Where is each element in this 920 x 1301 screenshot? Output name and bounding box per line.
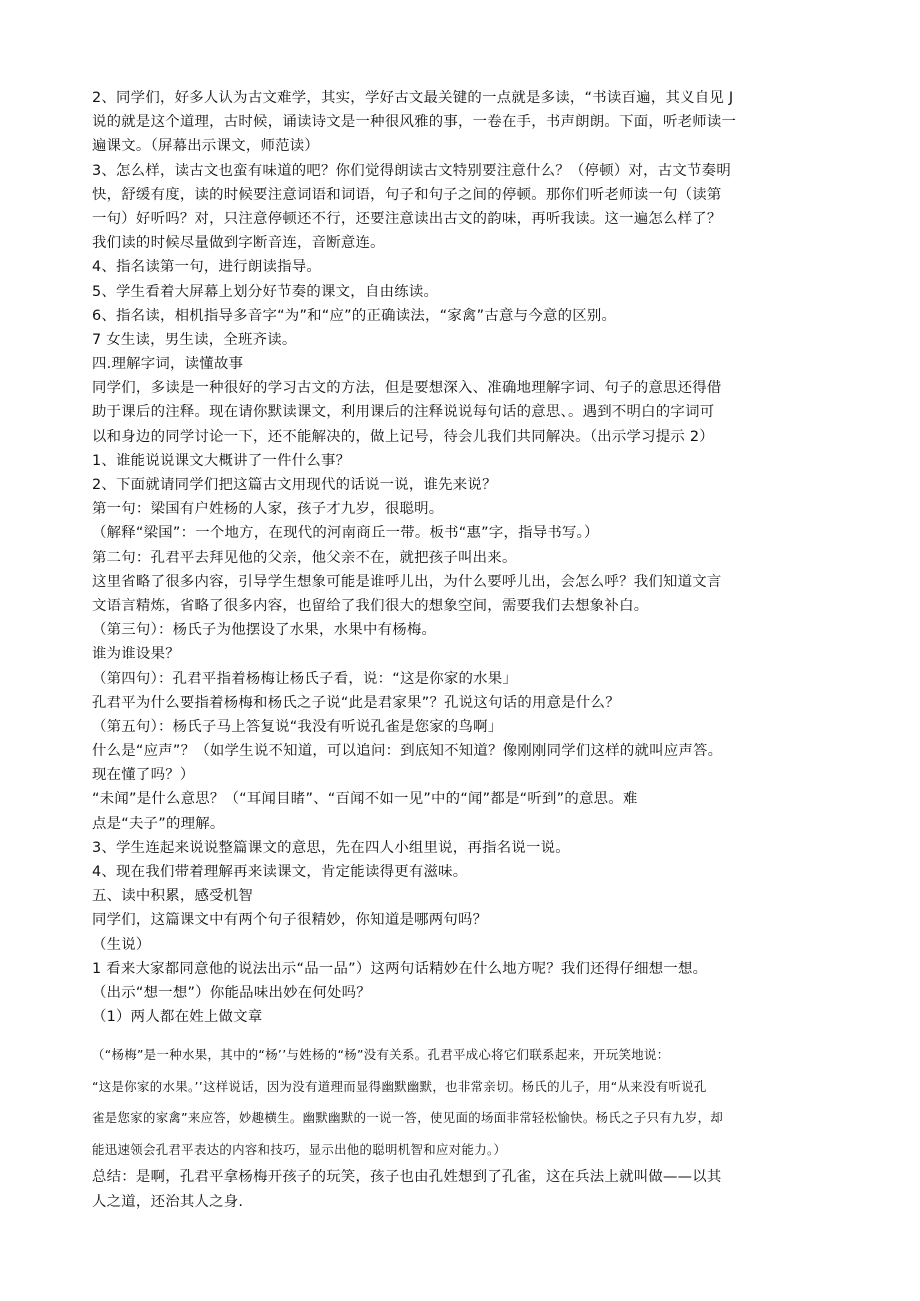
text-line: 同学们，这篇课文中有两个句子很精妙，你知道是哪两句吗？	[92, 912, 488, 929]
text-line: 同学们，多读是一种很好的学习古文的方法，但是要想深入、准确地理解字词、句子的意思还得借	[92, 380, 722, 397]
summary-paragraph	[92, 1165, 842, 1213]
text-line: 现在懂了吗？）	[92, 767, 195, 784]
explanation-note	[92, 1039, 842, 1165]
text-line: 2、下面就请同学们把这篇古文用现代的话说一说，谁先来说？	[92, 477, 497, 493]
summary-line: 总结：是啊，孔君平拿杨梅开孩子的玩笑，孩子也由孔姓想到了孔雀，这在兵法上就叫做——以其	[92, 1169, 722, 1186]
note-line: 能迅速领会孔君平表达的内容和技巧，显示出他的聪明机智和应对能力。）	[92, 1141, 507, 1157]
text-line: 第一句：梁国有户姓杨的人家，孩子才九岁，很聪明。	[92, 501, 444, 518]
text-line: （解释“梁国”：一个地方，在现代的河南商丘一带。板书“惠”字，指导书写。）	[92, 525, 599, 542]
text-line: 遍课文。（屏幕出示课文，师范读）	[92, 138, 320, 155]
text-line: （生说）	[92, 936, 151, 953]
note-line: （“杨梅”是一种水果，其中的“杨’’与姓杨的“杨”没有关系。孔君平成心将它们联系起来，开玩笑地说：	[92, 1047, 670, 1063]
text-line: 助于课后的注释。现在请你默读课文，利用课后的注释说说每句话的意思、。遇到不明白的字词可	[92, 404, 715, 421]
text-line: 1、谁能说说课文大概讲了一件什么事？	[92, 452, 351, 469]
summary-line: 人之道，还治其人之身.	[92, 1193, 244, 1210]
text-line: （第三句）：杨氏子为他摆设了水果，水果中有杨梅。	[92, 622, 437, 639]
text-line: （第五句）：杨氏子马上答复说“我没有听说孔雀是您家的鸟啊」	[92, 718, 503, 735]
spacer	[92, 1029, 842, 1039]
lesson-plan-body	[92, 86, 842, 1029]
text-line: 3、怎么样，读古文也蛮有味道的吧？你们觉得朗读古文特别要注意什么？（停顿）对，古文节奏明	[92, 162, 731, 179]
text-line: 6、指名读，相机指导多音字“为”和“应”的正确读法，“家禽”古意与今意的区别。	[92, 307, 617, 324]
text-line: 1 看来大家都同意他的说法出示“品一品”）这两句话精妙在什么地方呢？我们还得仔细想一想。	[92, 960, 708, 977]
text-line: 以和身边的同学讨论一下，还不能解决的，做上记号，待会儿我们共同解决。（出示学习提示 2）	[92, 428, 714, 445]
text-line: 7 女生读，男生读，全班齐读。	[92, 331, 297, 348]
text-line: 快，舒缓有度，读的时候要注意词语和词语，句子和句子之间的停顿。那你们听老师读一句（读第	[92, 186, 722, 203]
text-line: 我们读的时候尽量做到字断音连，音断意连。	[92, 235, 385, 252]
text-line: 点是“夫子”的理解。	[92, 815, 225, 832]
text-line: 说的就是这个道理，古时候，诵读诗文是一种很风雅的事，一卷在手，书声朗朗。下面，听老师读一	[92, 114, 737, 131]
text-line: 2、同学们，好多人认为古文难学，其实，学好古文最关键的一点就是多读，“书读百遍，其义自见 J	[92, 90, 734, 106]
text-line: 五、读中积累，感受机智	[92, 888, 254, 905]
text-line: 4、现在我们带着理解再来读课文，肯定能读得更有滋味。	[92, 864, 468, 880]
text-line: 什么是“应声”？（如学生说不知道，可以追问：到底知不知道？像刚刚同学们这样的就叫应声答。	[92, 743, 723, 760]
text-line: 文语言精炼，省略了很多内容，也留给了我们很大的想象空间，需要我们去想象补白。	[92, 597, 649, 614]
note-line: 雀是您家的家禽”来应答，妙趣横生。幽默幽默的一说一答，使见面的场面非常轻松愉快。杨氏之子只有九岁，却	[92, 1110, 724, 1126]
text-line: （出示“想一想”）你能品味出妙在何处吗？	[92, 984, 371, 1001]
document-page	[92, 86, 842, 1214]
text-line: （1）两人都在姓上做文章	[92, 1009, 263, 1026]
text-line: 四.理解字词，读懂故事	[92, 356, 244, 373]
text-line: 这里省略了很多内容，引导学生想象可能是谁呼儿出，为什么要呼儿出，会怎么呼？我们知道文言	[92, 573, 722, 590]
text-line: （第四句）：孔君平指着杨梅让杨氏子看，说：“这是你家的水果」	[92, 670, 518, 687]
note-line: “这是你家的水果。’’这样说话，因为没有道理而显得幽默幽默，也非常亲切。杨氏的儿子，用“从来没有听说孔	[92, 1078, 707, 1094]
text-line: 谁为谁设果？	[92, 646, 180, 663]
text-line: 5、学生看着大屏幕上划分好节奏的课文，自由练读。	[92, 283, 439, 300]
text-line: “未闻”是什么意思？（“耳闻目睹”、“百闻不如一见”中的“闻”都是“听到”的意思。难	[92, 791, 638, 808]
text-line: 4、指名读第一句，进行朗读指导。	[92, 259, 322, 276]
text-line: 3、学生连起来说说整篇课文的意思，先在四人小组里说，再指名说一说。	[92, 839, 570, 856]
text-line: 孔君平为什么要指着杨梅和杨氏之子说“此是君家果”？孔说这句话的用意是什么？	[92, 694, 620, 711]
text-line: 第二句：孔君平去拜见他的父亲，他父亲不在，就把孩子叫出来。	[92, 549, 517, 566]
text-line: 一句）好听吗？对，只注意停顿还不行，还要注意读出古文的韵味，再听我读。这一遍怎么样了？	[92, 210, 722, 227]
